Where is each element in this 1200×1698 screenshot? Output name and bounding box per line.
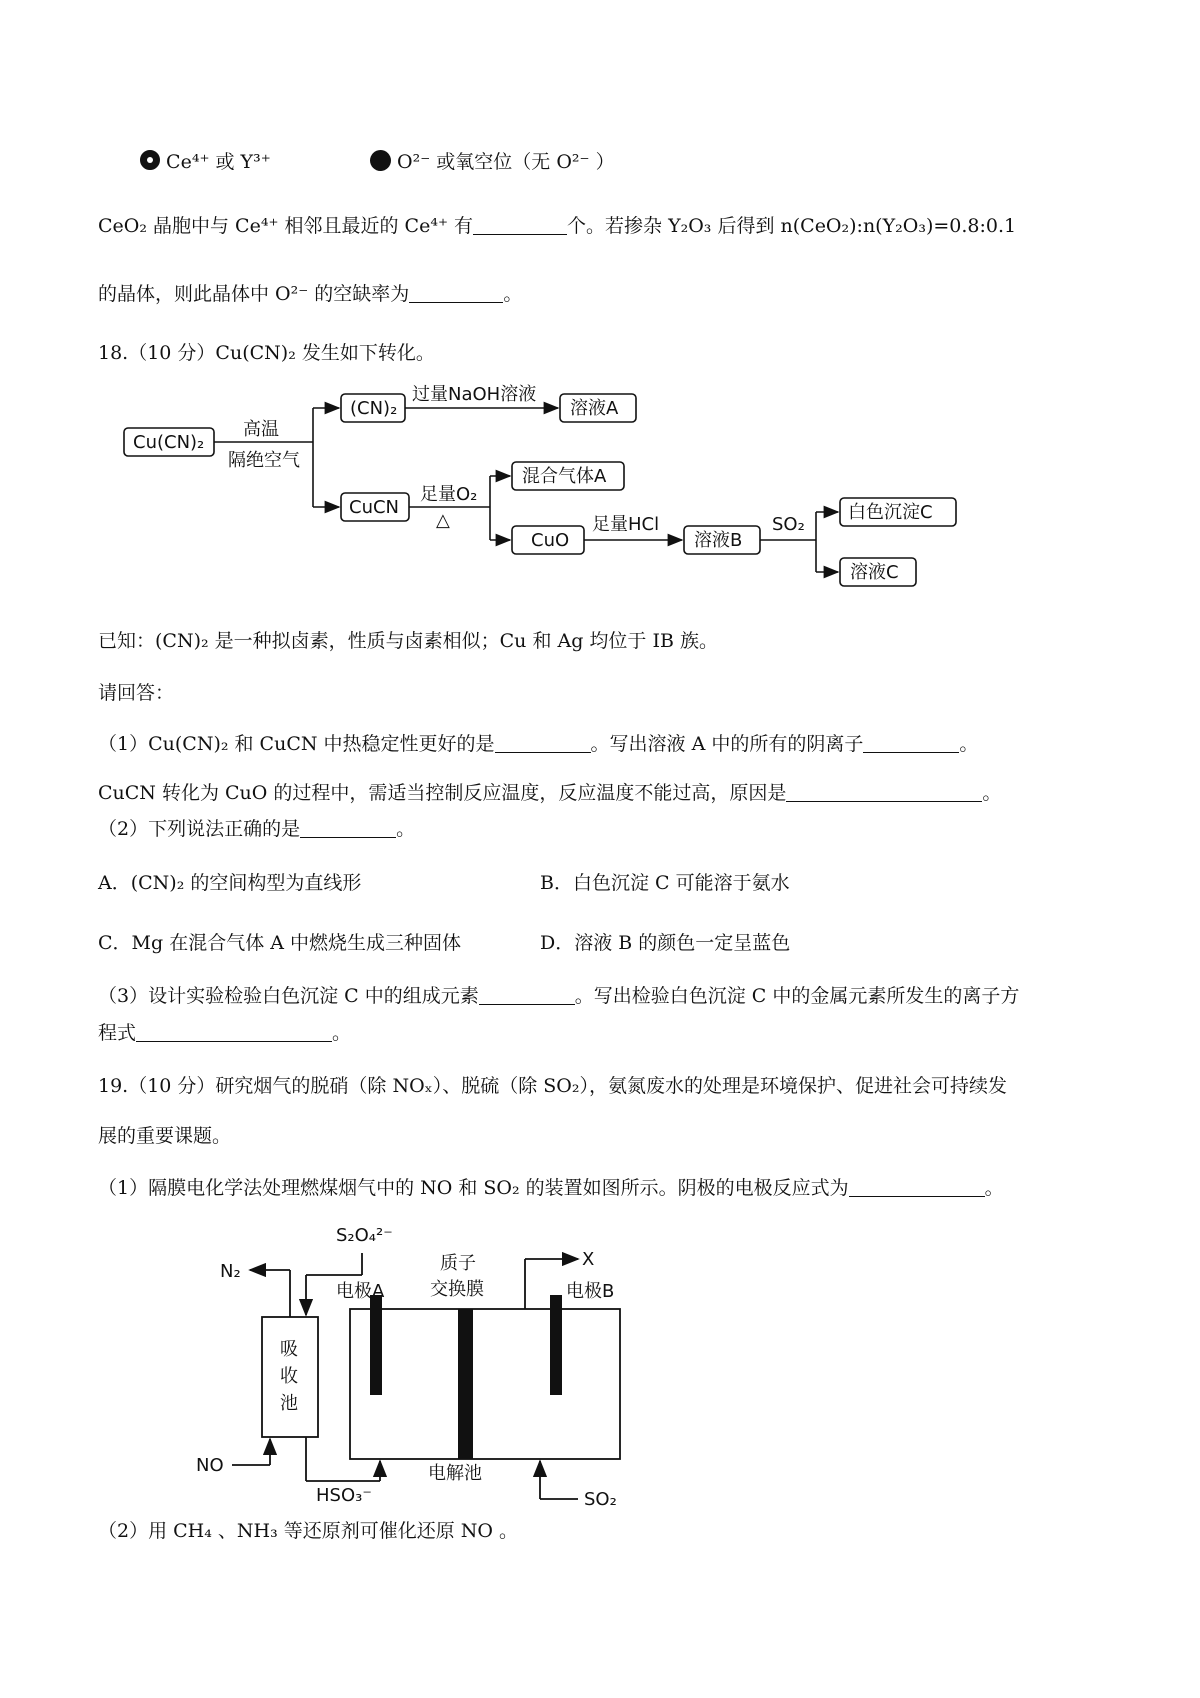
label-x: X — [582, 1249, 595, 1270]
label-solA: 溶液A — [570, 398, 619, 419]
legend-row-2 — [370, 150, 615, 174]
label-cond1-bottom: 隔绝空气 — [228, 450, 300, 471]
q19-title-cont: 展的重要课题。 — [98, 1125, 232, 1147]
ce-y-dot-icon — [140, 150, 160, 170]
q18-flow-diagram — [0, 380, 1200, 600]
q18-p2-end: 。 — [396, 818, 416, 840]
label-cond1-top: 高温 — [243, 419, 279, 440]
label-electrode-a: 电极A — [336, 1281, 385, 1302]
q18-option-a[interactable]: A．(CN)₂ 的空间构型为直线形 — [98, 872, 362, 894]
q18-p1-text-b: 。写出溶液 A 中的所有的阴离子 — [590, 733, 864, 755]
label-precipC: 白色沉淀C — [848, 502, 933, 523]
q19-p1-text: （1）隔膜电化学法处理燃煤烟气中的 NO 和 SO₂ 的装置如图所示。阴极的电极反应式为 — [98, 1177, 849, 1199]
q17-text-2b: 。 — [503, 283, 523, 305]
q18-part3-cont — [98, 1022, 351, 1045]
q18-answer-prompt: 请回答： — [98, 682, 175, 704]
label-gasA: 混合气体A — [522, 466, 607, 487]
q18-option-d[interactable]: D．溶液 B 的颜色一定呈蓝色 — [540, 932, 791, 954]
label-heat: △ — [436, 510, 450, 531]
label-start: Cu(CN)₂ — [133, 432, 205, 453]
q19-electrolysis-diagram — [0, 1215, 1200, 1510]
label-absorb-1: 吸 — [280, 1339, 298, 1360]
label-so2: SO₂ — [772, 514, 805, 535]
answer-blank[interactable] — [849, 1178, 985, 1197]
answer-blank[interactable] — [786, 783, 982, 802]
label-membrane-1: 质子 — [440, 1253, 476, 1274]
label-cuo: CuO — [531, 530, 570, 551]
q18-part3 — [98, 985, 1019, 1008]
answer-blank[interactable] — [473, 216, 567, 235]
label-solC: 溶液C — [850, 562, 899, 583]
q18-p3-text-b: 。写出检验白色沉淀 C 中的金属元素所发生的离子方 — [574, 985, 1020, 1007]
label-solB: 溶液B — [694, 530, 743, 551]
q19-part2: （2）用 CH₄ 、NH₃ 等还原剂可催化还原 NO 。 — [98, 1520, 519, 1542]
q17-line-2 — [98, 283, 522, 306]
q18-p1-text-a: （1）Cu(CN)₂ 和 CuCN 中热稳定性更好的是 — [98, 733, 495, 755]
q18-p1-text-d: CuCN 转化为 CuO 的过程中，需适当控制反应温度，反应温度不能过高，原因是 — [98, 782, 787, 804]
label-o2: 足量O₂ — [420, 484, 478, 505]
electrode-a — [370, 1295, 382, 1395]
q18-title: 18.（10 分）Cu(CN)₂ 发生如下转化。 — [98, 342, 435, 364]
label-absorb-2: 收 — [280, 1366, 298, 1387]
electrode-b — [550, 1295, 562, 1395]
q18-option-b[interactable]: B．白色沉淀 C 可能溶于氨水 — [540, 872, 790, 894]
label-so2: SO₂ — [584, 1489, 617, 1510]
label-naoh: 过量NaOH溶液 — [412, 384, 537, 405]
label-cucn: CuCN — [349, 497, 400, 518]
label-hcl: 足量HCl — [592, 514, 660, 535]
label-n2: N₂ — [220, 1261, 241, 1282]
q17-text-1a: CeO₂ 晶胞中与 Ce⁴⁺ 相邻且最近的 Ce⁴⁺ 有 — [98, 215, 474, 237]
q18-part1-cont — [98, 782, 1001, 805]
q19-part1 — [98, 1177, 1004, 1200]
label-hso3: HSO₃⁻ — [316, 1485, 372, 1506]
label-cell: 电解池 — [428, 1463, 482, 1484]
q18-p3-text-d: 。 — [332, 1022, 352, 1044]
legend-item-2: O²⁻ 或氧空位（无 O²⁻ ） — [397, 151, 615, 173]
q17-text-2a: 的晶体，则此晶体中 O²⁻ 的空缺率为 — [98, 283, 410, 305]
label-cn2: (CN)₂ — [350, 398, 398, 419]
answer-blank[interactable] — [300, 819, 396, 838]
q17-line-1 — [98, 215, 1016, 238]
q18-part1 — [98, 733, 978, 756]
oxygen-dot-icon — [370, 150, 391, 171]
answer-blank[interactable] — [863, 734, 959, 753]
label-s2o4: S₂O₄²⁻ — [336, 1225, 393, 1246]
q19-p1-end: 。 — [984, 1177, 1004, 1199]
answer-blank[interactable] — [136, 1023, 332, 1042]
answer-blank[interactable] — [495, 734, 591, 753]
answer-blank[interactable] — [479, 986, 575, 1005]
q18-part2 — [98, 818, 415, 841]
label-electrode-b: 电极B — [566, 1281, 615, 1302]
q17-text-1b: 个。若掺杂 Y₂O₃ 后得到 n(CeO₂):n(Y₂O₃)=0.8:0.1 — [567, 215, 1017, 237]
q18-p3-text-c: 程式 — [98, 1022, 137, 1044]
q19-title: 19.（10 分）研究烟气的脱硝（除 NOₓ）、脱硫（除 SO₂），氨氮废水的处理是环境保护、促进社会可持续发 — [98, 1075, 1007, 1097]
q18-p3-text-a: （3）设计实验检验白色沉淀 C 中的组成元素 — [98, 985, 479, 1007]
q18-p1-text-e: 。 — [982, 782, 1002, 804]
proton-membrane — [458, 1309, 473, 1459]
electrolysis-cell — [350, 1309, 620, 1459]
q18-option-c[interactable]: C．Mg 在混合气体 A 中燃烧生成三种固体 — [98, 932, 461, 954]
label-membrane-2: 交换膜 — [430, 1279, 484, 1300]
q18-p2-text: （2）下列说法正确的是 — [98, 818, 301, 840]
label-absorb-3: 池 — [280, 1393, 298, 1414]
q18-known: 已知：(CN)₂ 是一种拟卤素，性质与卤素相似；Cu 和 Ag 均位于 IB 族。 — [98, 630, 718, 652]
answer-blank[interactable] — [409, 284, 503, 303]
q18-p1-text-c: 。 — [959, 733, 979, 755]
label-no: NO — [196, 1455, 224, 1476]
legend-item-1: Ce⁴⁺ 或 Y³⁺ — [166, 151, 271, 173]
legend-row — [140, 150, 271, 174]
